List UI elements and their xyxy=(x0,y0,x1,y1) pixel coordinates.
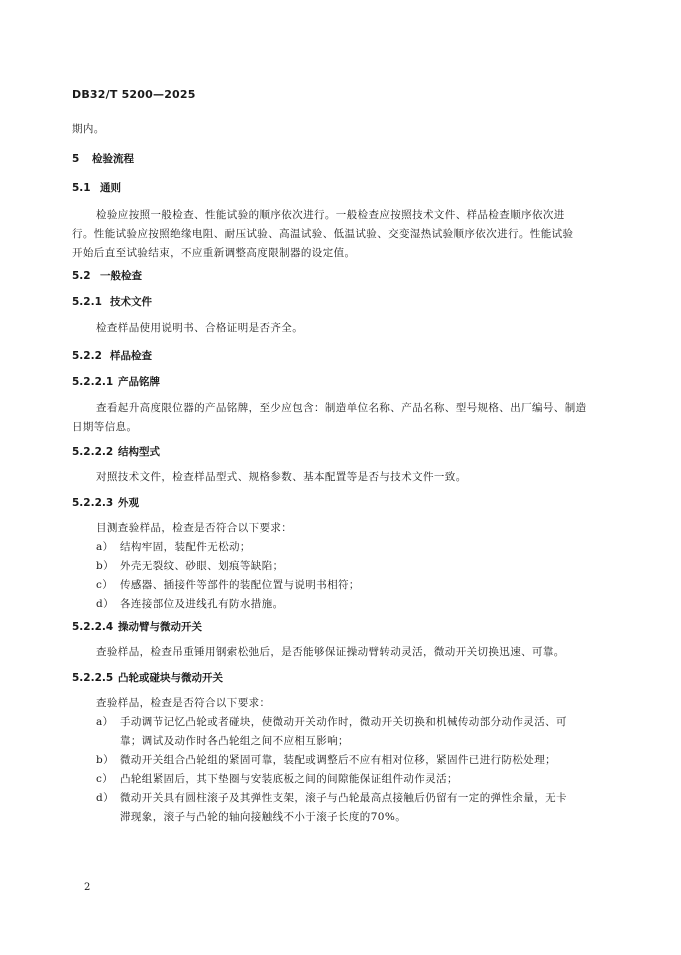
heading-5-2 xyxy=(72,268,142,283)
heading-title: 通则 xyxy=(100,182,121,194)
paragraph-line: 查验样品，检查是否符合以下要求： xyxy=(96,697,271,709)
list-text: 微动开关组合凸轮组的紧固可靠，装配或调整后不应有相对位移，紧固件已进行防松处理； xyxy=(120,754,556,766)
list-item xyxy=(96,577,360,592)
list-marker: a） xyxy=(96,716,114,728)
heading-5-2-2-3 xyxy=(72,495,139,510)
list-text: 凸轮组紧固后，其下垫圈与安装底板之间的间隙能保证组件动作灵活； xyxy=(120,773,458,785)
heading-number: 5.2.2.5 xyxy=(72,672,114,684)
list-marker: b） xyxy=(96,560,115,572)
heading-5-2-2 xyxy=(72,348,152,363)
list-item-continuation: 滞现象，滚子与凸轮的轴向接触线不小于滚子长度的70%。 xyxy=(120,811,407,823)
heading-title: 技术文件 xyxy=(110,296,152,308)
paragraph-line: 查验样品，检查吊重锤用钢索松弛后，是否能够保证操动臂转动灵活，微动开关切换迅速、可靠。 xyxy=(96,646,565,658)
list-marker: d） xyxy=(96,792,115,804)
list-marker: a） xyxy=(96,541,114,553)
paragraph-line: 检验应按照一般检查、性能试验的顺序依次进行。一般检查应按照技术文件、样品检查顺序依次进 xyxy=(96,209,565,221)
heading-title: 操动臂与微动开关 xyxy=(118,621,202,633)
heading-title: 检验流程 xyxy=(92,153,134,165)
paragraph-line: 目测查验样品，检查是否符合以下要求： xyxy=(96,522,293,534)
list-item xyxy=(96,558,284,573)
heading-number: 5 xyxy=(72,153,80,165)
heading-title: 外观 xyxy=(118,497,139,509)
heading-5-1 xyxy=(72,180,121,195)
list-text: 传感器、插接件等部件的装配位置与说明书相符； xyxy=(120,579,360,591)
heading-number: 5.2.2 xyxy=(72,350,102,362)
list-marker: c） xyxy=(96,579,114,591)
heading-5-2-2-2 xyxy=(72,444,160,459)
heading-title: 样品检查 xyxy=(110,350,152,362)
paragraph-line: 查看起升高度限位器的产品铭牌，至少应包含：制造单位名称、产品名称、型号规格、出厂编号、制造 xyxy=(96,402,587,414)
list-item xyxy=(96,790,567,805)
heading-number: 5.2.2.3 xyxy=(72,497,114,509)
heading-5-2-1 xyxy=(72,294,152,309)
list-text: 外壳无裂纹、砂眼、划痕等缺陷； xyxy=(120,560,284,572)
paragraph-line: 开始后直至试验结束，不应重新调整高度限制器的设定值。 xyxy=(72,247,356,259)
standard-number: DB32/T 5200—2025 xyxy=(72,88,196,101)
heading-number: 5.2.2.2 xyxy=(72,446,114,458)
continuation-text: 期内。 xyxy=(72,123,105,135)
list-item xyxy=(96,714,567,729)
heading-5-2-2-4 xyxy=(72,619,202,634)
heading-number: 5.2 xyxy=(72,270,91,282)
list-text: 结构牢固，装配件无松动； xyxy=(120,541,251,553)
list-text: 各连接部位及进线孔有防水措施。 xyxy=(120,598,284,610)
heading-number: 5.2.2.1 xyxy=(72,376,114,388)
list-marker: d） xyxy=(96,598,115,610)
paragraph-line: 行。性能试验应按照绝缘电阻、耐压试验、高温试验、低温试验、交变湿热试验顺序依次进行。性能试验 xyxy=(72,228,574,240)
page-number: 2 xyxy=(84,882,91,893)
heading-title: 产品铭牌 xyxy=(118,376,160,388)
list-item xyxy=(96,771,458,786)
heading-title: 一般检查 xyxy=(100,270,142,282)
heading-number: 5.2.2.4 xyxy=(72,621,114,633)
list-item-continuation: 靠；调试及动作时各凸轮组之间不应相互影响； xyxy=(120,735,349,747)
heading-title: 结构型式 xyxy=(118,446,160,458)
list-text: 微动开关具有圆柱滚子及其弹性支架，滚子与凸轮最高点接触后仍留有一定的弹性余量，无卡 xyxy=(120,792,567,804)
paragraph-line: 对照技术文件，检查样品型式、规格参数、基本配置等是否与技术文件一致。 xyxy=(96,471,467,483)
heading-number: 5.2.1 xyxy=(72,296,102,308)
list-item xyxy=(96,539,251,554)
heading-5-2-2-5 xyxy=(72,670,223,685)
list-item xyxy=(96,596,284,611)
list-item xyxy=(96,752,556,767)
heading-5-2-2-1 xyxy=(72,374,160,389)
paragraph-line: 日期等信息。 xyxy=(72,421,138,433)
list-text: 手动调节记忆凸轮或者碰块，使微动开关动作时，微动开关切换和机械传动部分动作灵活、可 xyxy=(120,716,567,728)
list-marker: c） xyxy=(96,773,114,785)
heading-5 xyxy=(72,151,134,166)
paragraph-line: 检查样品使用说明书、合格证明是否齐全。 xyxy=(96,322,304,334)
heading-number: 5.1 xyxy=(72,182,91,194)
list-marker: b） xyxy=(96,754,115,766)
heading-title: 凸轮或碰块与微动开关 xyxy=(118,672,223,684)
